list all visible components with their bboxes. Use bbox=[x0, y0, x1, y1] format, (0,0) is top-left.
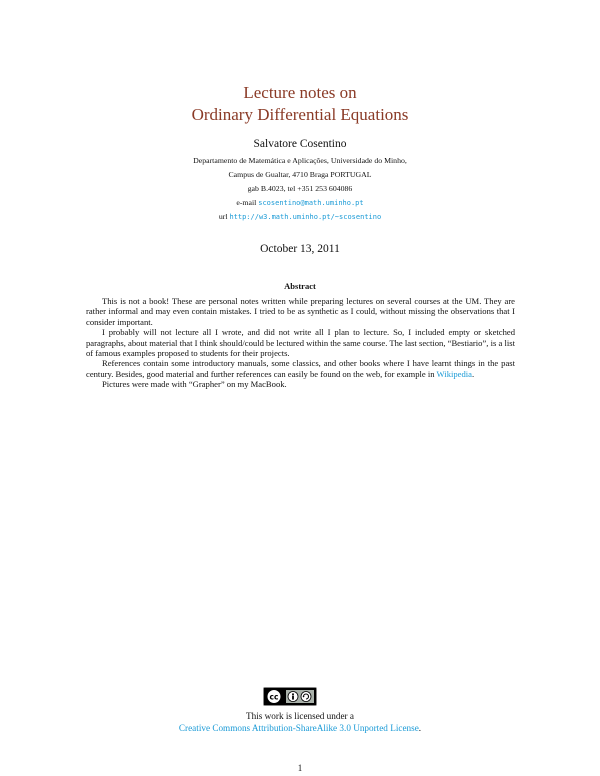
url-line bbox=[0, 210, 600, 224]
author-name: Salvatore Cosentino bbox=[253, 138, 347, 150]
license-end: . bbox=[418, 723, 422, 733]
abstract-body bbox=[86, 296, 515, 390]
svg-text:cc: cc bbox=[269, 692, 279, 702]
url-label: url bbox=[218, 212, 228, 221]
license-line-2 bbox=[0, 723, 600, 733]
wikipedia-link[interactable]: Wikipedia bbox=[436, 368, 472, 379]
title-line-1: Lecture notes on bbox=[243, 83, 357, 102]
cc-by-sa-badge-icon[interactable] bbox=[263, 687, 317, 706]
abstract-paragraph-4: Pictures were made with “Grapher” on my MacBook. bbox=[102, 379, 287, 390]
abstract-paragraph-3 bbox=[86, 358, 515, 379]
email-line bbox=[0, 196, 600, 210]
url-link[interactable]: http://w3.math.uminho.pt/~scosentino bbox=[229, 213, 382, 221]
affiliation-line-3: gab B.4023, tel +351 253 604086 bbox=[247, 184, 353, 193]
abstract-paragraph-3-end: . bbox=[472, 368, 475, 379]
cc-badge-graphic bbox=[264, 688, 316, 705]
affiliation-line-2: Campus de Gualtar, 4710 Braga PORTUGAL bbox=[228, 170, 372, 179]
license-text: This work is licensed under a bbox=[246, 711, 354, 721]
license-link[interactable]: Creative Commons Attribution-ShareAlike 3.0 Unported License bbox=[178, 723, 419, 733]
abstract-paragraph-3-text: References contain some introductory manuals, some classics, and other books where I have learnt things in the past century. Besides, good material and further references can easily be found on the web, for example in bbox=[86, 358, 515, 379]
email-label: e-mail bbox=[236, 198, 257, 207]
abstract-paragraph-1: This is not a book! These are personal notes written while preparing lectures on several courses at the UM. They are rather informal and may even contain mistakes. I tried to be as synthetic as I could, without missing the observations that I consider important. bbox=[86, 296, 515, 327]
document-date: October 13, 2011 bbox=[260, 243, 340, 255]
title-line-2: Ordinary Differential Equations bbox=[191, 105, 409, 124]
abstract-heading: Abstract bbox=[284, 281, 316, 291]
abstract-paragraph-2: I probably will not lecture all I wrote, and did not write all I plan to lecture. So, I included empty or sketched paragraphs, about material that I think should/could be lectured within the same course. The last section, “Bestiario”, is a list of famous examples proposed to students for their projects. bbox=[86, 327, 515, 359]
email-link[interactable]: scosentino@math.uminho.pt bbox=[258, 199, 364, 207]
page-number: 1 bbox=[297, 763, 303, 773]
affiliation-line-1: Departamento de Matemática e Aplicações, Universidade do Minho, bbox=[193, 156, 407, 165]
